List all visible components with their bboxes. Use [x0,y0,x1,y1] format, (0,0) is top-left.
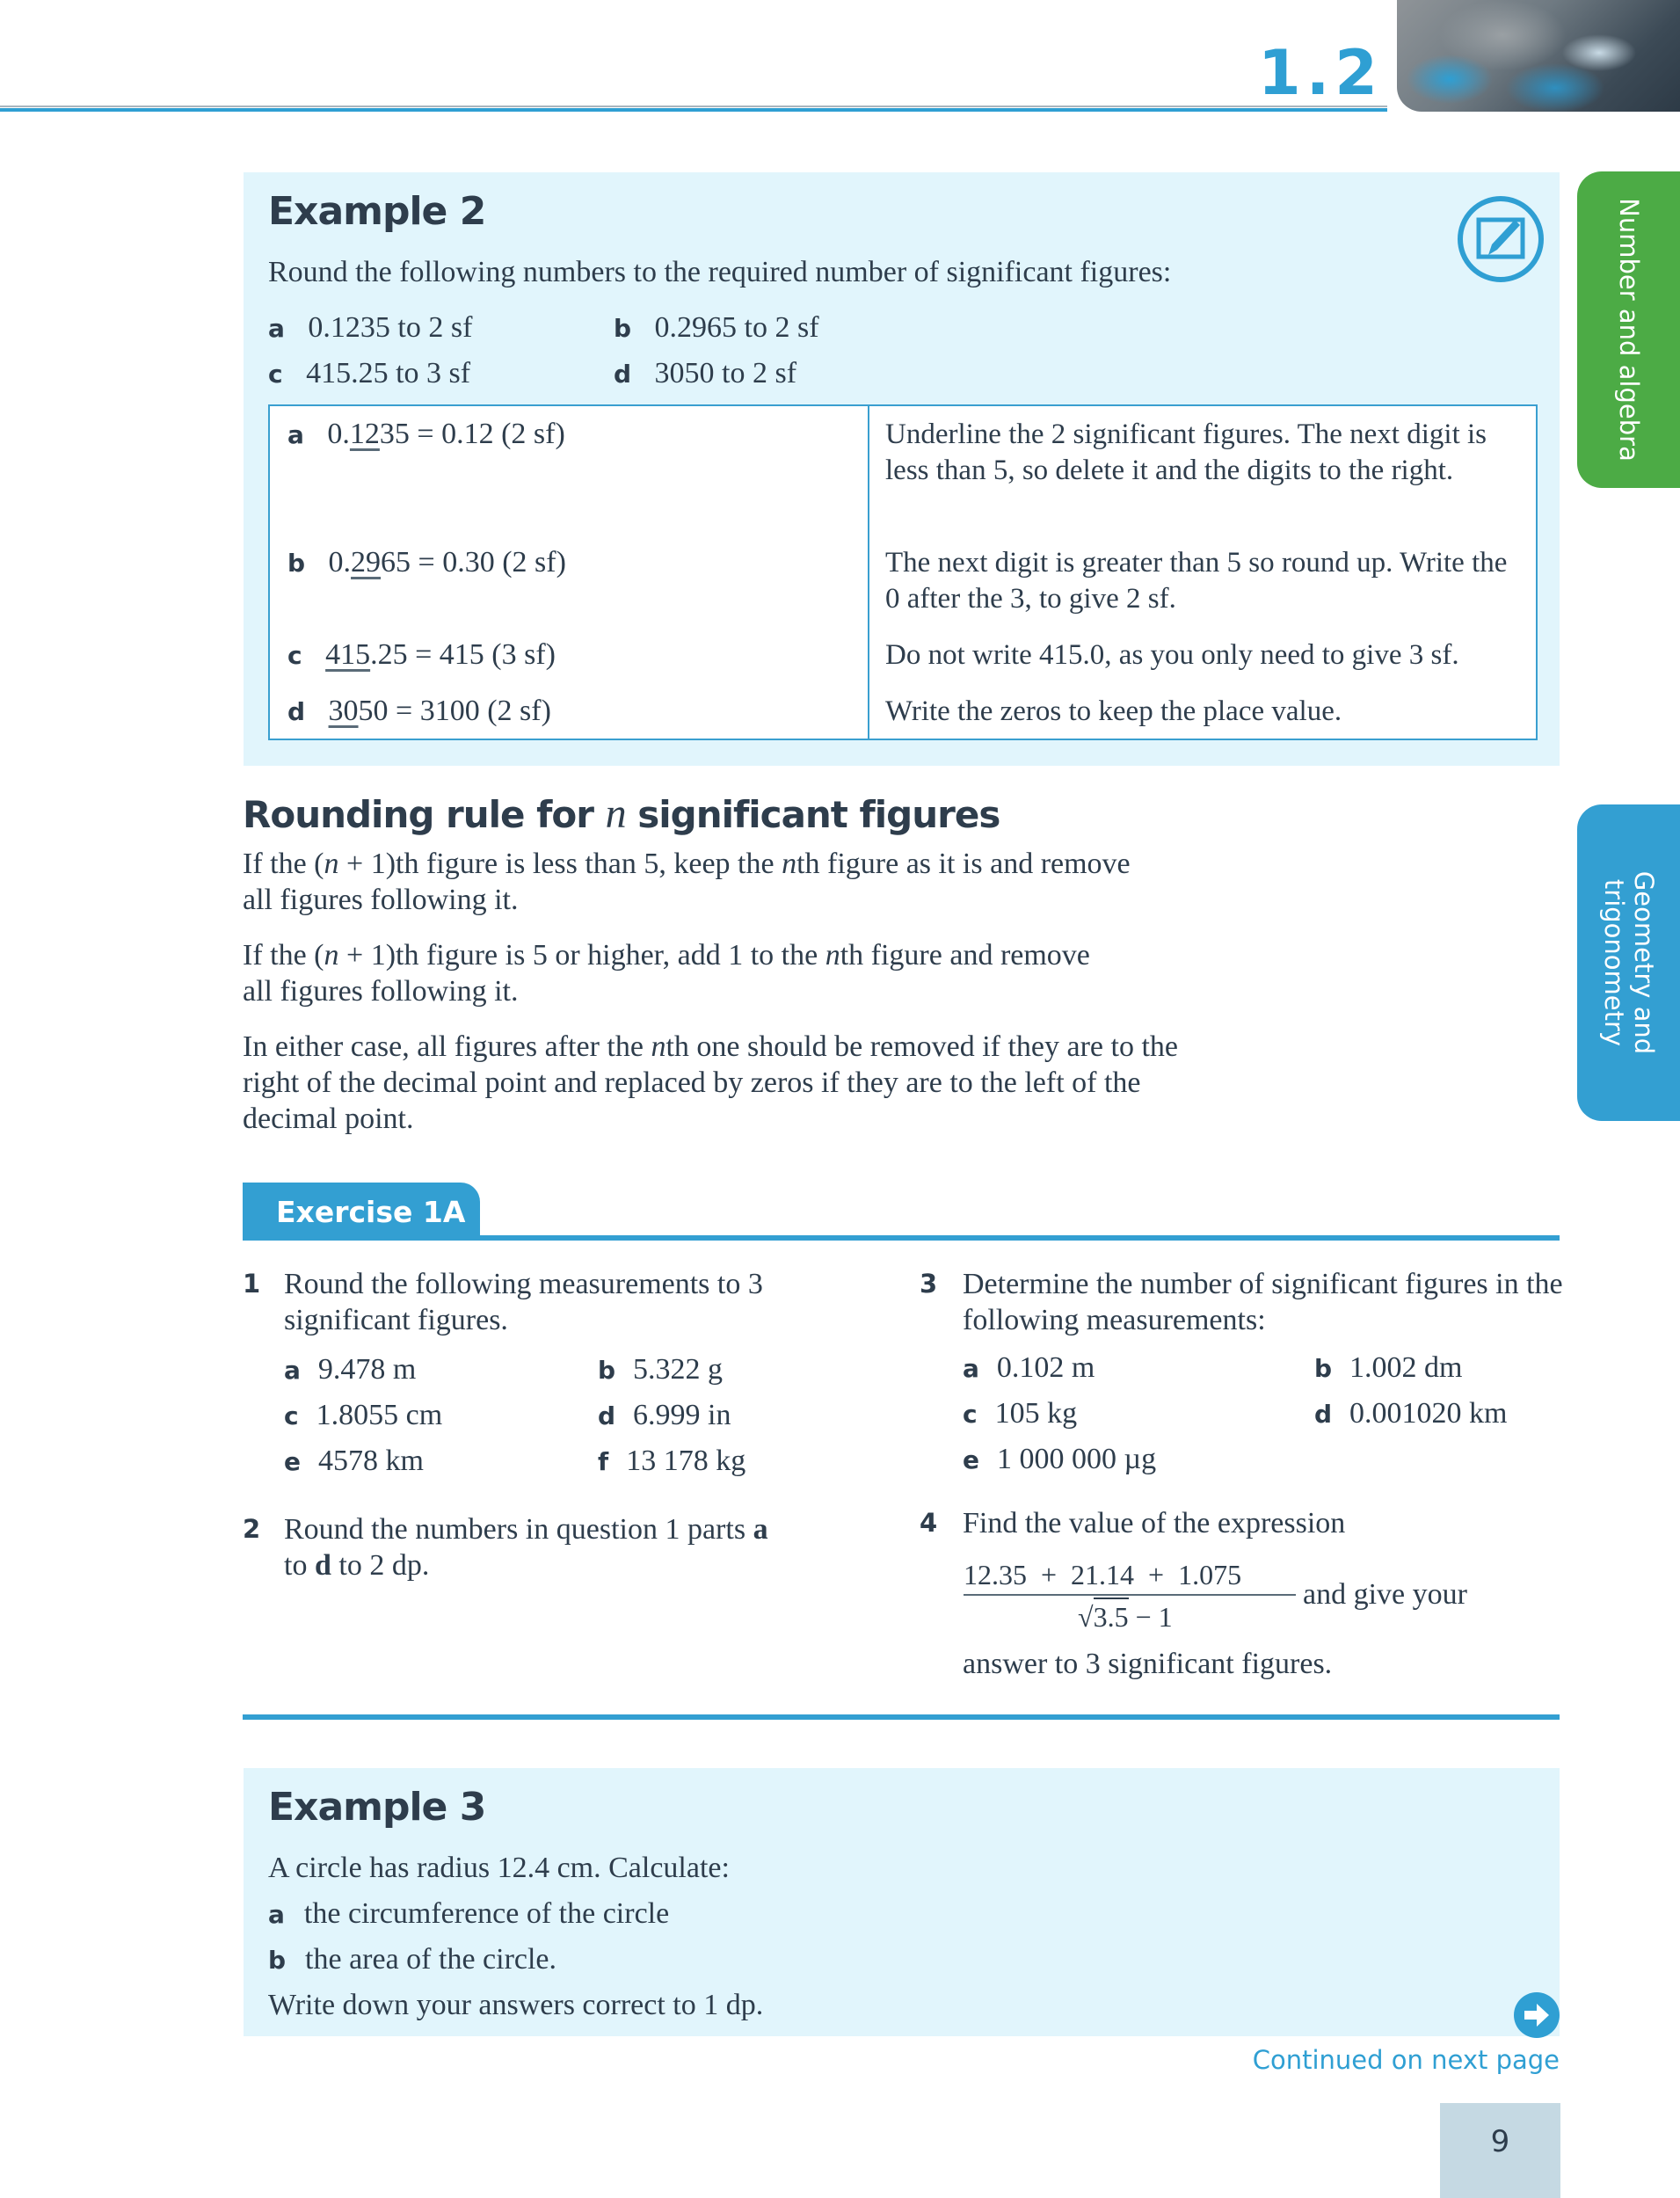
part-label: a [268,314,285,343]
example-2-prompt: Round the following numbers to the required number of significant figures: [268,256,1172,288]
example-3-instruction: Write down your answers correct to 1 dp. [268,1989,764,2021]
example-2-part-b: b 0.2965 to 2 sf [614,311,819,344]
question-3-number: 3 [920,1269,938,1299]
question-2-number: 2 [243,1514,261,1544]
side-tab-label: Number and algebra [1613,198,1644,462]
example-3-part-a: a the circumference of the circle [268,1897,670,1930]
exercise-bottom-rule [243,1714,1560,1720]
rounding-rule-paragraph-2: If the (n + 1)th figure is 5 or higher, add 1 to the nth figure and remove all figures following it. [243,939,1090,1008]
exercise-rule [480,1235,1560,1241]
example-2-part-d: d 3050 to 2 sf [614,357,797,389]
header-rule-shadow [0,106,1387,107]
solution-a-explanation: Underline the 2 significant figures. The next digit is less than 5, so delete it and the digits to the right. [885,418,1487,486]
question-1-number: 1 [243,1269,261,1299]
q3-part-d: d 0.001020 km [1314,1397,1508,1430]
side-tab-geometry-and-trigonometry[interactable] [1577,804,1680,1121]
rounding-rule-paragraph-1: If the (n + 1)th figure is less than 5, keep the nth figure as it is and remove all figures following it. [243,848,1131,916]
solution-c: c 415.25 = 415 (3 sf) [287,638,556,671]
q3-part-c: c 105 kg [963,1397,1078,1430]
question-1-text: Round the following measurements to 3 significant figures. [284,1268,763,1336]
q1-part-f: f 13 178 kg [598,1445,746,1477]
fraction-denominator: √3.5 − 1 [1078,1601,1173,1634]
fraction-bar [964,1594,1296,1596]
question-4-closing: answer to 3 significant figures. [963,1648,1333,1680]
q1-part-d: d 6.999 in [598,1399,731,1431]
page-number: 9 [1490,2124,1510,2159]
example-2-title: Example 2 [268,189,486,234]
example-3-prompt: A circle has radius 12.4 cm. Calculate: [268,1852,730,1884]
example-3-part-b: b the area of the circle. [268,1943,557,1976]
question-4-number: 4 [920,1508,938,1538]
section-number: 1.2 [1257,37,1383,109]
continued-on-next-page-link[interactable]: Continued on next page [1252,2045,1560,2075]
q1-part-b: b 5.322 g [598,1353,724,1386]
solution-b-explanation: The next digit is greater than 5 so round up. Write the 0 after the 3, to give 2 sf. [885,547,1508,615]
question-4-text: Find the value of the expression [963,1507,1346,1539]
question-3-text: Determine the number of significant figures in the following measurements: [963,1268,1563,1336]
fraction-numerator: 12.35 + 21.14 + 1.075 [964,1559,1242,1590]
side-tab-number-and-algebra[interactable] [1577,171,1680,488]
header-photo [1397,0,1680,112]
part-label: c [268,360,283,389]
part-label: b [614,314,632,343]
solution-c-explanation: Do not write 415.0, as you only need to give 3 sf. [885,639,1459,671]
q3-part-b: b 1.002 dm [1314,1351,1463,1384]
solution-d-explanation: Write the zeros to keep the place value. [885,695,1342,727]
solution-a: a 0.1235 = 0.12 (2 sf) [287,418,565,450]
solution-b: b 0.2965 = 0.30 (2 sf) [287,546,566,579]
part-label: d [614,360,632,389]
example-2-part-a: a 0.1235 to 2 sf [268,311,473,344]
edit-pencil-icon [1455,193,1546,285]
q1-part-e: e 4578 km [284,1445,424,1477]
rounding-rule-title: Rounding rule for n significant figures [243,790,1000,837]
page-number-box [1440,2103,1560,2198]
exercise-tab: Exercise 1A [243,1183,480,1241]
question-2-text: Round the numbers in question 1 parts a to d to 2 dp. [284,1513,768,1582]
q3-part-e: e 1 000 000 µg [963,1443,1157,1475]
table-divider [868,406,869,739]
q3-part-a: a 0.102 m [963,1351,1095,1384]
q1-part-a: a 9.478 m [284,1353,417,1386]
example-2-part-c: c 415.25 to 3 sf [268,357,471,389]
question-4-after-fraction: and give your [1303,1578,1467,1611]
header-rule [0,108,1387,112]
solution-table [268,404,1538,740]
side-tab-label: Geometry and trigonometry [1598,870,1659,1055]
example-3-title: Example 3 [268,1785,486,1830]
solution-d: d 3050 = 3100 (2 sf) [287,695,551,727]
arrow-right-icon[interactable] [1514,1992,1560,2038]
q1-part-c: c 1.8055 cm [284,1399,443,1431]
rounding-rule-paragraph-3: In either case, all figures after the nth one should be removed if they are to the right of the decimal point and replaced by zeros if they are to the left of the decimal point. [243,1030,1178,1135]
